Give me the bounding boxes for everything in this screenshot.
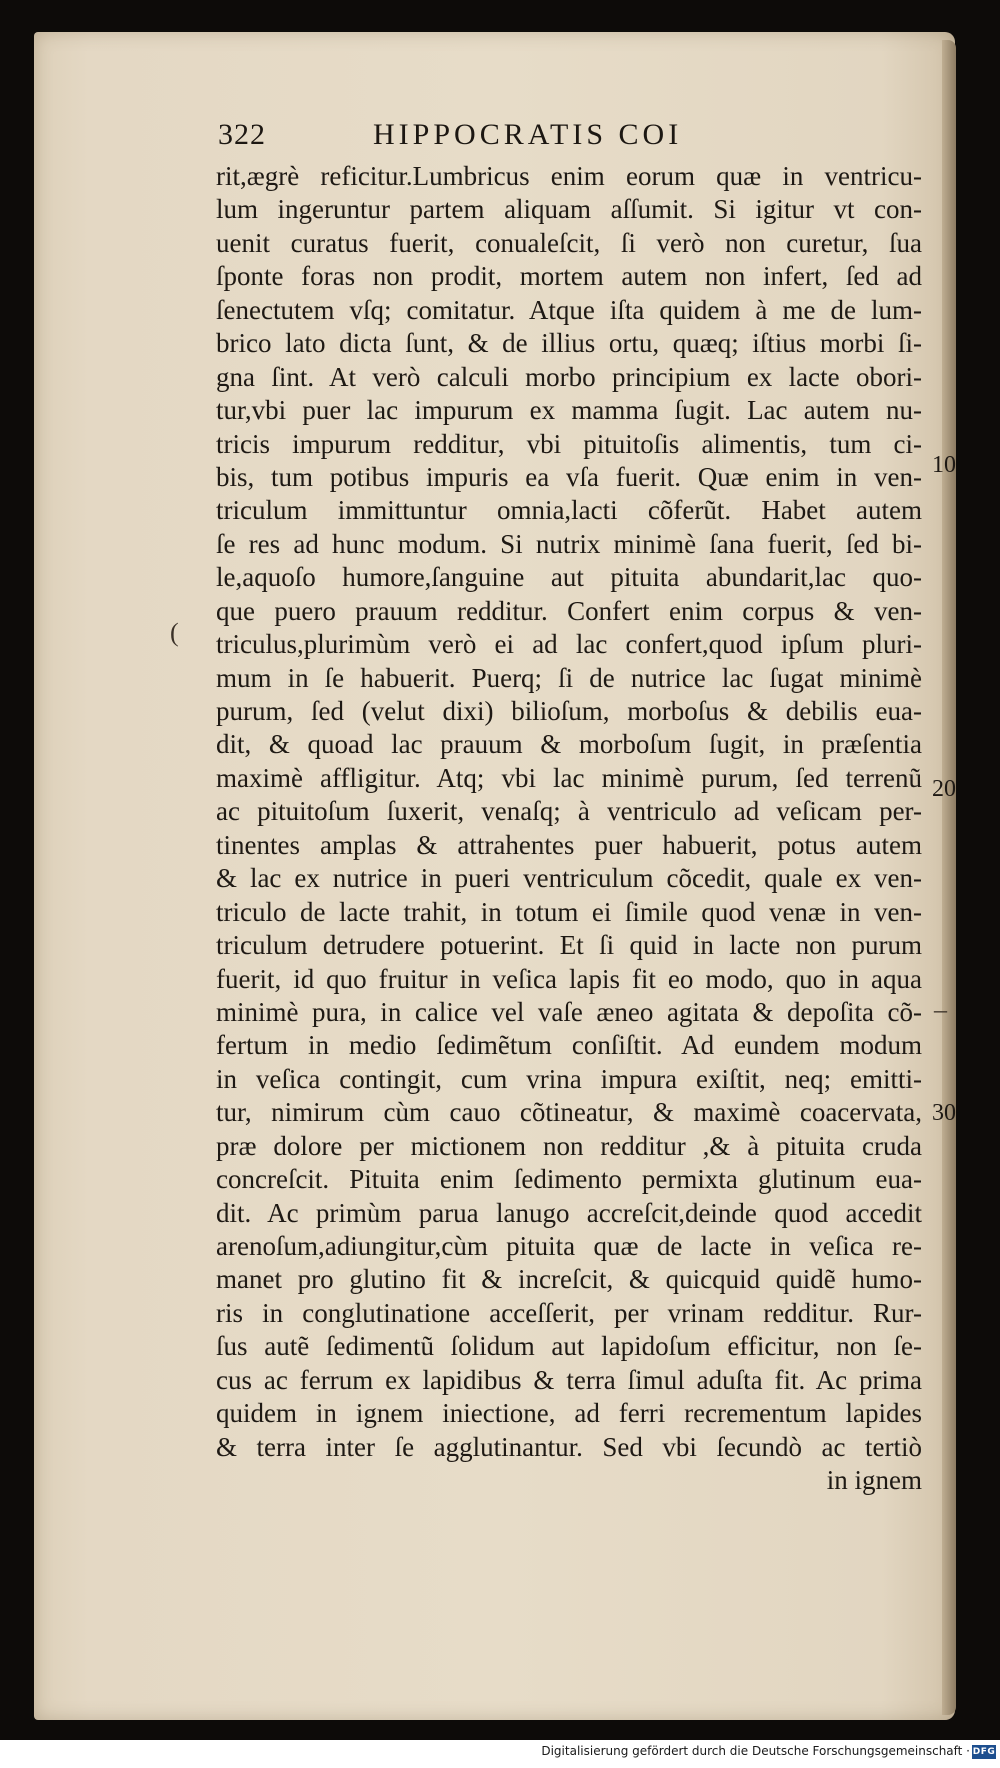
- text-line: que puero prauum redditur. Confert enim corpus & ven-: [216, 595, 922, 626]
- text-line: fertum in medio ſedimẽtum conſiſtit. Ad eundem modum: [216, 1030, 922, 1061]
- catchword: in ignem: [826, 1465, 922, 1496]
- funding-credit: Digitalisierung gefördert durch die Deutsche Forschungsgemeinschaft ·: [541, 1744, 970, 1758]
- page-header: [218, 118, 928, 158]
- text-line: tricis impurum redditur, vbi pituitoſis alimentis, tum ci-: [216, 428, 922, 459]
- text-line: quidem in ignem iniectione, ad ferri recrementum lapides: [216, 1398, 922, 1429]
- margin-line-number: 10: [932, 452, 956, 478]
- text-line: præ dolore per mictionem non redditur ,& à pituita cruda: [216, 1130, 922, 1161]
- margin-line-number: 20: [932, 776, 956, 802]
- text-line: tinentes amplas & attrahentes puer habuerit, potus autem: [216, 829, 922, 860]
- page-edge: [942, 40, 956, 1715]
- text-line: rit,ægrè reficitur.Lumbricus enim eorum quæ in ventricu-: [216, 161, 922, 191]
- text-line: ac pituitoſum ſuxerit, venaſq; à ventriculo ad veſicam per-: [216, 796, 922, 827]
- margin-line-number: 30: [932, 1100, 956, 1126]
- text-line: fuerit, id quo fruitur in veſica lapis fit eo modo, quo in aqua: [216, 963, 922, 994]
- text-line: dit. Ac primùm parua lanugo accreſcit,deinde quod accedit: [216, 1197, 922, 1228]
- margin-bracket-mark: (: [170, 618, 179, 647]
- text-line: le,aquoſo humore,ſanguine aut pituita abundarit,lac quo-: [216, 562, 922, 593]
- text-line: triculo de lacte trahit, in totum ei ſimile quod venæ in ven-: [216, 896, 922, 927]
- text-line: gna ſint. At verò calculi morbo principium ex lacte obori-: [216, 361, 922, 392]
- text-line: triculum immittuntur omnia,lacti cõferũt. Habet autem: [216, 495, 922, 526]
- text-line: ſe res ad hunc modum. Si nutrix minimè ſana fuerit, ſed bi-: [216, 528, 922, 559]
- text-line: & lac ex nutrice in pueri ventriculum cõcedit, quale ex ven-: [216, 863, 922, 894]
- text-line: manet pro glutino fit & increſcit, & quicquid quidẽ humo-: [216, 1264, 922, 1295]
- text-line: dit, & quoad lac prauum & morboſum ſugit, in præſentia: [216, 729, 922, 760]
- text-line: uenit curatus fuerit, conualeſcit, ſi verò non curetur, ſua: [216, 227, 922, 258]
- digitization-footer: [0, 1740, 1000, 1768]
- text-line: ris in conglutinatione acceſſerit, per vrinam redditur. Rur-: [216, 1297, 922, 1328]
- text-line: maximè affligitur. Atq; vbi lac minimè purum, ſed terrenũ: [216, 762, 922, 793]
- text-line: brico lato dicta ſunt, & de illius ortu, quæq; iſtius morbi ſi-: [216, 328, 922, 359]
- running-title: HIPPOCRATIS COI: [373, 118, 683, 151]
- page-number: 322: [218, 118, 266, 151]
- text-line: purum, ſed (velut dixi) bilioſum, morboſus & debilis eua-: [216, 696, 922, 726]
- text-line: & terra inter ſe agglutinantur. Sed vbi ſecundò ac tertiò: [216, 1431, 922, 1462]
- dfg-logo: DFG: [972, 1747, 996, 1757]
- text-line: minimè pura, in calice vel vaſe æneo agitata & depoſita cõ-: [216, 996, 922, 1027]
- text-line: triculus,plurimùm verò ei ad lac confert,quod ipſum pluri-: [216, 629, 922, 660]
- text-line: cus ac ferrum ex lapidibus & terra ſimul aduſta fit. Ac prima: [216, 1364, 922, 1395]
- text-line: in veſica contingit, cum vrina impura exiſtit, neq; emitti-: [216, 1063, 922, 1094]
- text-line: tur, nimirum cùm cauo cõtineatur, & maximè coacervata,: [216, 1097, 922, 1128]
- text-line: ſponte foras non prodit, mortem autem non infert, ſed ad: [216, 261, 922, 292]
- text-line: tur,vbi puer lac impurum ex mamma ſugit. Lac autem nu-: [216, 395, 922, 426]
- text-line: mum in ſe habuerit. Puerq; ſi de nutrice lac ſugat minimè: [216, 662, 922, 693]
- text-line: concreſcit. Pituita enim ſedimento permixta glutinum eua-: [216, 1164, 922, 1195]
- body-text: [216, 160, 922, 1498]
- text-line: lum ingeruntur partem aliquam aſſumit. Si igitur vt con-: [216, 194, 922, 225]
- text-line: ſenectutem vſq; comitatur. Atque iſta quidem à me de lum-: [216, 294, 922, 325]
- margin-dash-mark: –: [934, 995, 947, 1024]
- text-line: triculum detrudere potuerint. Et ſi quid in lacte non purum: [216, 930, 922, 961]
- text-line: arenoſum,adiungitur,cùm pituita quæ de lacte in veſica re-: [216, 1231, 922, 1261]
- text-line: ſus autẽ ſedimentũ ſolidum aut lapidoſum efficitur, non ſe-: [216, 1331, 922, 1362]
- text-line: bis, tum potibus impuris ea vſa fuerit. Quæ enim in ven-: [216, 461, 922, 492]
